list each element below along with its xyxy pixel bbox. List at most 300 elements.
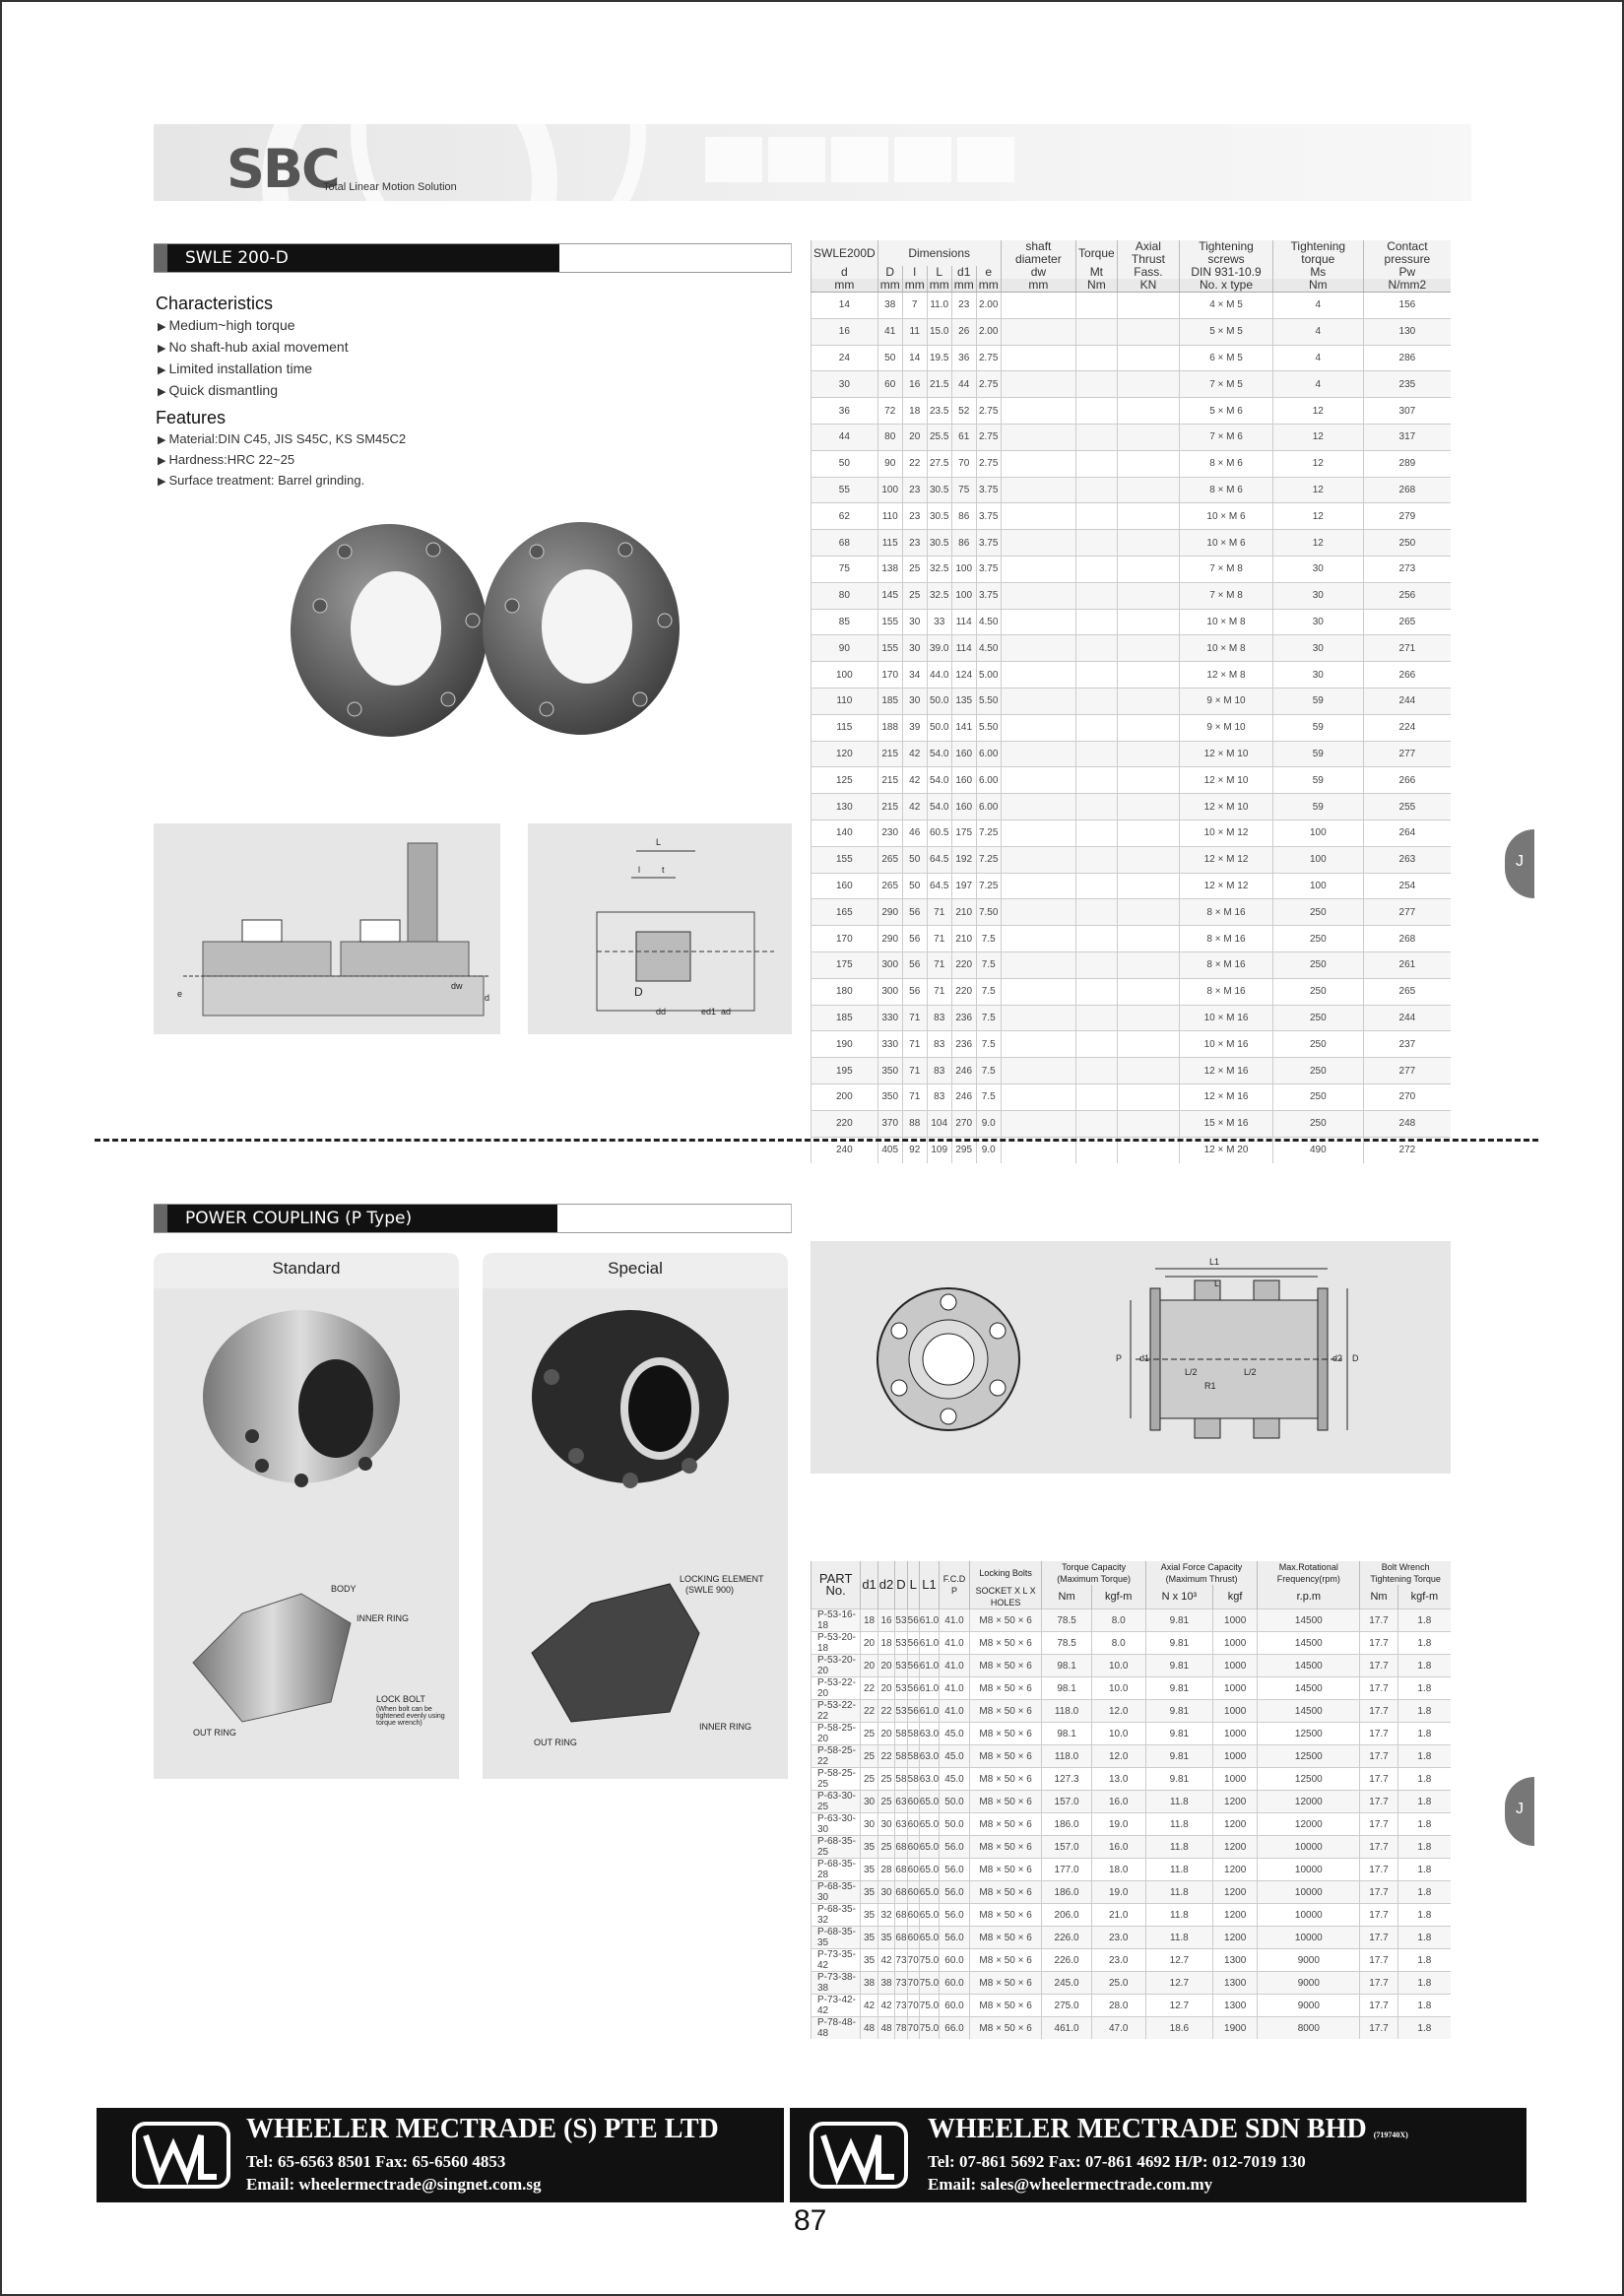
table-cell: 124 — [951, 662, 976, 689]
table-cell: 63 — [895, 1791, 907, 1813]
table1-tight-torque-header: Tightening torque — [1272, 240, 1363, 266]
table-cell: 41.0 — [940, 1609, 970, 1632]
table-cell: 27.5 — [927, 450, 951, 477]
table-cell: 370 — [877, 1110, 902, 1137]
table-cell: 30 — [861, 1813, 877, 1836]
illegible-cell — [1076, 609, 1118, 635]
illegible-cell — [1001, 293, 1075, 319]
table-cell: 22 — [861, 1700, 877, 1723]
page-number: 87 — [794, 2204, 827, 2237]
table-cell: 56.0 — [940, 1859, 970, 1881]
table-row — [812, 2017, 1452, 2040]
table-cell: 35 — [861, 1859, 877, 1881]
table-cell: 10 × M 8 — [1180, 635, 1273, 662]
table-cell: 11.8 — [1145, 1859, 1212, 1881]
table-cell: 25.5 — [927, 424, 951, 450]
table-cell: 290 — [877, 899, 902, 926]
table-row — [812, 978, 1452, 1005]
section-tab-marker: J — [1505, 1777, 1534, 1846]
table-cell: 120 — [812, 741, 878, 767]
table-cell: 118.0 — [1042, 1700, 1091, 1723]
table-cell: P-78-48-48 — [812, 2017, 861, 2040]
illegible-cell — [1117, 899, 1179, 926]
characteristics-heading: Characteristics — [156, 294, 274, 313]
table-cell: 210 — [951, 926, 976, 952]
table-cell: P-58-25-20 — [812, 1723, 861, 1745]
table-cell: 60.0 — [940, 1949, 970, 1972]
table-cell: M8 × 50 × 6 — [969, 1791, 1042, 1813]
table-cell: 3.75 — [976, 556, 1001, 582]
illegible-cell — [1076, 714, 1118, 741]
table-cell: 42 — [877, 1949, 894, 1972]
features-heading: Features — [156, 408, 227, 427]
table-cell: 58 — [907, 1723, 919, 1745]
table-cell: 19.5 — [927, 345, 951, 371]
table-row — [812, 794, 1452, 820]
table-cell: 18.6 — [1145, 2017, 1212, 2040]
table-cell: 12 × M 10 — [1180, 767, 1273, 794]
table-cell: 160 — [951, 741, 976, 767]
table1-subheader: l — [902, 266, 927, 279]
table-cell: 58 — [907, 1768, 919, 1791]
illegible-cell — [1076, 582, 1118, 609]
table-cell: 56 — [902, 926, 927, 952]
footer-left — [97, 2108, 784, 2202]
table-cell: 240 — [812, 1137, 878, 1163]
table-cell: 59 — [1272, 794, 1363, 820]
table-cell: 275.0 — [1042, 1995, 1091, 2017]
standard-coupling-panel — [154, 1288, 459, 1779]
callout-locking-element: LOCKING ELEMENT — [680, 1574, 764, 1584]
table-cell: 21.0 — [1091, 1904, 1145, 1927]
table-cell: 53 — [895, 1677, 907, 1700]
table-cell: 250 — [1272, 951, 1363, 978]
table-cell: 10 × M 16 — [1180, 1031, 1273, 1058]
illegible-cell — [1117, 424, 1179, 450]
table-cell: 20 — [861, 1632, 877, 1655]
table-cell: M8 × 50 × 6 — [969, 1836, 1042, 1859]
illegible-cell — [1076, 1058, 1118, 1084]
table-cell: 14500 — [1258, 1677, 1360, 1700]
table-cell: 1.8 — [1397, 1949, 1451, 1972]
table-cell: 17.7 — [1360, 1677, 1397, 1700]
table-cell: 16.0 — [1091, 1836, 1145, 1859]
table-cell: 9.0 — [976, 1137, 1001, 1163]
table-cell: 1300 — [1212, 1972, 1257, 1995]
illegible-cell — [1001, 714, 1075, 741]
table-cell: 206.0 — [1042, 1904, 1091, 1927]
table-cell: 83 — [927, 1083, 951, 1110]
table-cell: 215 — [877, 767, 902, 794]
table-cell: 244 — [1363, 688, 1451, 714]
table-cell: 54.0 — [927, 794, 951, 820]
table-cell: 8 × M 16 — [1180, 978, 1273, 1005]
table2-header: d1 — [861, 1561, 877, 1609]
table-cell: 60.0 — [940, 1972, 970, 1995]
table-cell: 35 — [861, 1881, 877, 1904]
dimension-diagram — [528, 823, 792, 1034]
table-cell: 70 — [907, 1949, 919, 1972]
footer-right — [790, 2108, 1527, 2202]
table-cell: 236 — [951, 1031, 976, 1058]
illegible-cell — [1117, 846, 1179, 873]
table-cell: 1.8 — [1397, 1836, 1451, 1859]
table-cell: 68 — [895, 1836, 907, 1859]
table-row — [812, 1904, 1452, 1927]
illegible-cell — [1001, 530, 1075, 557]
table-cell: 61.0 — [919, 1655, 939, 1677]
table-cell: 2.75 — [976, 371, 1001, 398]
illegible-cell — [1076, 556, 1118, 582]
illegible-cell — [1001, 371, 1075, 398]
table-cell: 30.5 — [927, 530, 951, 557]
table-cell: 17.7 — [1360, 1927, 1397, 1949]
table-cell: 11.8 — [1145, 1813, 1212, 1836]
illegible-cell — [1076, 1005, 1118, 1031]
table-cell: 145 — [877, 582, 902, 609]
illegible-cell — [1076, 688, 1118, 714]
table-cell: 17.7 — [1360, 1972, 1397, 1995]
table-cell: 10 × M 6 — [1180, 530, 1273, 557]
table-cell: 62 — [812, 503, 878, 530]
table-cell: 41.0 — [940, 1700, 970, 1723]
table-cell: 1000 — [1212, 1723, 1257, 1745]
table-cell: 12500 — [1258, 1768, 1360, 1791]
table-cell: 56 — [902, 951, 927, 978]
table-cell: 41.0 — [940, 1655, 970, 1677]
table-cell: 1.8 — [1397, 2017, 1451, 2040]
table-cell: 33 — [927, 609, 951, 635]
table-cell: 17.7 — [1360, 1723, 1397, 1745]
illegible-cell — [1117, 1110, 1179, 1137]
illegible-cell — [1001, 609, 1075, 635]
table-cell: 20 — [877, 1677, 894, 1700]
table-cell: 250 — [1272, 1058, 1363, 1084]
table-cell: 41.0 — [940, 1677, 970, 1700]
illegible-cell — [1117, 503, 1179, 530]
table-cell: 175 — [812, 951, 878, 978]
table-cell: 35 — [861, 1949, 877, 1972]
table-cell: 60 — [907, 1836, 919, 1859]
table-cell: P-73-42-42 — [812, 1995, 861, 2017]
table1-subheader: d1 — [951, 266, 976, 279]
table-row — [812, 1836, 1452, 1859]
swle200d-product-photo — [286, 512, 699, 749]
table-cell: 58 — [895, 1723, 907, 1745]
table-cell: 12.0 — [1091, 1745, 1145, 1768]
illegible-cell — [1076, 1031, 1118, 1058]
table-cell: 18 — [877, 1632, 894, 1655]
table-cell: P-68-35-30 — [812, 1881, 861, 1904]
table-cell: 17.7 — [1360, 1700, 1397, 1723]
diagram1-label-e: e — [177, 989, 183, 999]
illegible-cell — [1076, 978, 1118, 1005]
illegible-cell — [1076, 951, 1118, 978]
diagram2-label-ad: ad — [721, 1007, 732, 1017]
table-cell: 12 × M 12 — [1180, 846, 1273, 873]
table-cell: 1900 — [1212, 2017, 1257, 2040]
table-cell: 1200 — [1212, 1904, 1257, 1927]
table-cell: 60 — [877, 371, 902, 398]
table-cell: 350 — [877, 1083, 902, 1110]
table-row — [812, 530, 1452, 557]
table-row — [812, 609, 1452, 635]
table-cell: 12000 — [1258, 1791, 1360, 1813]
illegible-cell — [1001, 978, 1075, 1005]
table-row — [812, 1791, 1452, 1813]
table-row — [812, 1005, 1452, 1031]
table-cell: 1.8 — [1397, 1677, 1451, 1700]
table-cell: 64.5 — [927, 846, 951, 873]
table-cell: 295 — [951, 1137, 976, 1163]
table-cell: 224 — [1363, 714, 1451, 741]
table1-unit: Nm — [1076, 279, 1118, 293]
table-row — [812, 1972, 1452, 1995]
table-cell: 250 — [1272, 978, 1363, 1005]
table-cell: 21.5 — [927, 371, 951, 398]
table-cell: P-73-38-38 — [812, 1972, 861, 1995]
table-cell: 264 — [1363, 820, 1451, 846]
table-row — [812, 1723, 1452, 1745]
table-cell: 86 — [951, 503, 976, 530]
illegible-cell — [1076, 345, 1118, 371]
illegible-cell — [1117, 556, 1179, 582]
illegible-cell — [1117, 635, 1179, 662]
table-cell: 19.0 — [1091, 1881, 1145, 1904]
table-cell: 65.0 — [919, 1881, 939, 1904]
table-cell: 60 — [907, 1927, 919, 1949]
table-cell: 210 — [951, 899, 976, 926]
table2-header: Locking Bolts — [969, 1561, 1042, 1585]
table-cell: 1.8 — [1397, 1700, 1451, 1723]
table-cell: 59 — [1272, 688, 1363, 714]
table-cell: 6.00 — [976, 794, 1001, 820]
table-cell: 23 — [902, 530, 927, 557]
table-cell: 17.7 — [1360, 1632, 1397, 1655]
table-cell: 157.0 — [1042, 1791, 1091, 1813]
illegible-cell — [1076, 450, 1118, 477]
table-cell: 68 — [895, 1881, 907, 1904]
illegible-cell — [1001, 873, 1075, 899]
table2-subheader: Nm — [1042, 1585, 1091, 1609]
table1-unit: mm — [927, 279, 951, 293]
table-cell: 165 — [812, 899, 878, 926]
table-cell: 155 — [877, 609, 902, 635]
illegible-cell — [1001, 820, 1075, 846]
illegible-cell — [1117, 1083, 1179, 1110]
table-row — [812, 1031, 1452, 1058]
table-cell: 56.0 — [940, 1836, 970, 1859]
table-cell: P-53-22-20 — [812, 1677, 861, 1700]
table-cell: 22 — [861, 1677, 877, 1700]
table-row — [812, 582, 1452, 609]
illegible-cell — [1117, 293, 1179, 319]
table-cell: 244 — [1363, 1005, 1451, 1031]
table-cell: 53 — [895, 1700, 907, 1723]
table-cell: 75 — [951, 477, 976, 503]
table-cell: 12.0 — [1091, 1700, 1145, 1723]
table-cell: 114 — [951, 609, 976, 635]
footer-right-phone: Tel: 07-861 5692 Fax: 07-861 4692 H/P: 012-7019 130 — [928, 2152, 1306, 2171]
table-cell: 42 — [902, 767, 927, 794]
table-cell: 14500 — [1258, 1700, 1360, 1723]
table1-subheader: d — [812, 266, 878, 279]
illegible-cell — [1117, 1031, 1179, 1058]
table-cell: 71 — [902, 1058, 927, 1084]
table-cell: 35 — [861, 1904, 877, 1927]
table-cell: 90 — [877, 450, 902, 477]
table-cell: 8 × M 6 — [1180, 450, 1273, 477]
table-cell: 50 — [812, 450, 878, 477]
table-cell: 9.0 — [976, 1110, 1001, 1137]
table2-subheader: kgf — [1212, 1585, 1257, 1609]
table2-header: L — [907, 1561, 919, 1609]
table-cell: 8.0 — [1091, 1609, 1145, 1632]
illegible-cell — [1117, 1058, 1179, 1084]
footer-right-email: Email: sales@wheelermectrade.com.my — [928, 2175, 1213, 2194]
table-cell: 59 — [1272, 714, 1363, 741]
table-cell: 9000 — [1258, 1949, 1360, 1972]
table-cell: 12500 — [1258, 1745, 1360, 1768]
illegible-cell — [1076, 503, 1118, 530]
brand-tagline: Total Linear Motion Solution — [323, 181, 457, 193]
callout-inner-ring-special: INNER RING — [699, 1722, 752, 1732]
table-cell: 71 — [902, 1083, 927, 1110]
illegible-cell — [1076, 662, 1118, 689]
table2-subheader: N x 10³ — [1145, 1585, 1212, 1609]
table-row — [812, 767, 1452, 794]
table-cell: 17.7 — [1360, 1609, 1397, 1632]
table-cell: 20 — [902, 424, 927, 450]
table-cell: 1000 — [1212, 1768, 1257, 1791]
table-cell: 279 — [1363, 503, 1451, 530]
table-cell: 12.7 — [1145, 1995, 1212, 2017]
table-cell: 7.5 — [976, 926, 1001, 952]
table-cell: 56 — [907, 1700, 919, 1723]
table-cell: 220 — [812, 1110, 878, 1137]
table-cell: 16.0 — [1091, 1791, 1145, 1813]
table-cell: 268 — [1363, 926, 1451, 952]
table-cell: 138 — [877, 556, 902, 582]
table-row — [812, 477, 1452, 503]
table-cell: 25 — [861, 1723, 877, 1745]
table-cell: 1.8 — [1397, 1609, 1451, 1632]
table-cell: 246 — [951, 1083, 976, 1110]
table-cell: 71 — [927, 899, 951, 926]
footer-left-phone: Tel: 65-6563 8501 Fax: 65-6560 4853 — [246, 2152, 506, 2171]
table-cell: 12 — [1272, 450, 1363, 477]
table-cell: 56 — [907, 1609, 919, 1632]
table-cell: 220 — [951, 951, 976, 978]
table-cell: 54.0 — [927, 767, 951, 794]
table-cell: 100 — [951, 556, 976, 582]
table-cell: 2.00 — [976, 293, 1001, 319]
table-cell: 71 — [927, 951, 951, 978]
table-cell: 185 — [877, 688, 902, 714]
table-cell: 63.0 — [919, 1745, 939, 1768]
drawing-label-L2a: L/2 — [1185, 1367, 1198, 1377]
table-cell: 12 — [1272, 503, 1363, 530]
table-cell: 235 — [1363, 371, 1451, 398]
table-cell: 9 × M 10 — [1180, 714, 1273, 741]
table-cell: 12.7 — [1145, 1972, 1212, 1995]
table-cell: 42 — [877, 1995, 894, 2017]
tab-standard: Standard — [154, 1253, 459, 1288]
table-cell: 32.5 — [927, 556, 951, 582]
illegible-cell — [1117, 951, 1179, 978]
table-cell: 141 — [951, 714, 976, 741]
table-cell: 16 — [902, 371, 927, 398]
table-cell: 272 — [1363, 1137, 1451, 1163]
table-cell: 53 — [895, 1655, 907, 1677]
table-cell: 12 × M 10 — [1180, 741, 1273, 767]
table-cell: 35 — [861, 1836, 877, 1859]
table-cell: 215 — [877, 741, 902, 767]
table-cell: 170 — [877, 662, 902, 689]
table-cell: 250 — [1272, 899, 1363, 926]
table-cell: 1200 — [1212, 1881, 1257, 1904]
table-cell: 34 — [902, 662, 927, 689]
table-row — [812, 1655, 1452, 1677]
table-cell: 38 — [877, 293, 902, 319]
table-cell: 50 — [877, 345, 902, 371]
table-row — [812, 635, 1452, 662]
table-cell: 17.7 — [1360, 1836, 1397, 1859]
table-cell: 65.0 — [919, 1813, 939, 1836]
table-cell: 85 — [812, 609, 878, 635]
table-cell: 1000 — [1212, 1609, 1257, 1632]
table-cell: 30 — [861, 1791, 877, 1813]
illegible-cell — [1117, 477, 1179, 503]
table-row — [812, 1859, 1452, 1881]
illegible-cell — [1001, 688, 1075, 714]
table-cell: 60 — [907, 1859, 919, 1881]
table-cell: 10000 — [1258, 1881, 1360, 1904]
table-cell: 13.0 — [1091, 1768, 1145, 1791]
table-cell: 12 × M 20 — [1180, 1137, 1273, 1163]
diagram2-label-L: L — [656, 837, 662, 847]
table-cell: P-68-35-35 — [812, 1927, 861, 1949]
table-cell: 5.00 — [976, 662, 1001, 689]
table-row — [812, 714, 1452, 741]
table-cell: 11 — [902, 318, 927, 345]
table1-unit: No. x type — [1180, 279, 1273, 293]
table-cell: 98.1 — [1042, 1677, 1091, 1700]
table-cell: 157.0 — [1042, 1836, 1091, 1859]
illegible-cell — [1076, 899, 1118, 926]
table-cell: 59 — [1272, 767, 1363, 794]
table-cell: 9.81 — [1145, 1632, 1212, 1655]
table-cell: 10 × M 8 — [1180, 609, 1273, 635]
power-coupling-spec-table — [811, 1561, 1451, 2039]
illegible-cell — [1001, 794, 1075, 820]
table-row — [812, 662, 1452, 689]
table1-unit: mm — [877, 279, 902, 293]
drawing-label-L2b: L/2 — [1244, 1367, 1257, 1377]
table-cell: 30 — [812, 371, 878, 398]
table-cell: 68 — [895, 1927, 907, 1949]
table-row — [812, 1949, 1452, 1972]
illegible-cell — [1001, 635, 1075, 662]
table-cell: 17.7 — [1360, 1655, 1397, 1677]
table-cell: 50 — [902, 846, 927, 873]
table-cell: 1.8 — [1397, 1972, 1451, 1995]
footer-right-company — [928, 2114, 1408, 2145]
callout-locking-element-model: (SWLE 900) — [685, 1585, 735, 1595]
illegible-cell — [1076, 820, 1118, 846]
table-cell: 270 — [1363, 1083, 1451, 1110]
table-cell: M8 × 50 × 6 — [969, 1859, 1042, 1881]
